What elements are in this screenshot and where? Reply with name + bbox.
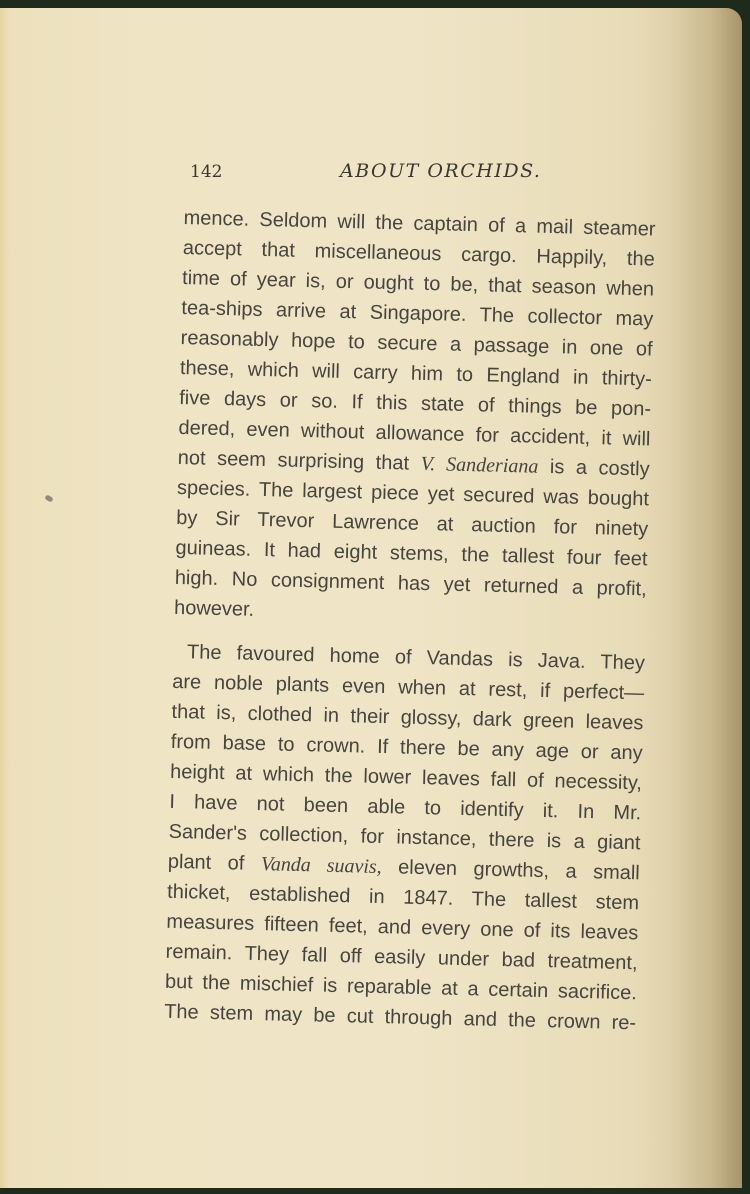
text-line: from base to crown. If there be any age or any (170, 730, 643, 765)
text-line: these, which will carry him to England in thirty- (179, 356, 653, 391)
page-number: 142 (190, 162, 223, 182)
paper-speck (44, 494, 53, 502)
text-line: reasonably hope to secure a passage in one of (180, 326, 653, 361)
text-line: thicket, established in 1847. The tallest stem (166, 880, 640, 915)
text-line: The stem may be cut through and the crown re- (163, 1000, 637, 1035)
italic-species-name: Vanda suavis, (260, 853, 382, 879)
page-gutter (0, 8, 10, 1188)
page-header (190, 158, 660, 188)
text-line: are noble plants even when at rest, if perfect— (172, 670, 645, 705)
text-line: remain. They fall off easily under bad treatment, (165, 940, 638, 975)
text-line: however. (173, 596, 255, 621)
text-line: mence. Seldom will the captain of a mail steamer (183, 206, 656, 241)
line-text: not seem surprising that (177, 446, 421, 475)
text-line: that is, clothed in their glossy, dark green leaves (171, 700, 644, 735)
line-text: eleven growths, a small (381, 856, 641, 885)
text-line: by Sir Trevor Lawrence at auction for ninety (176, 506, 649, 541)
book-page (0, 8, 742, 1188)
text-line: The favoured home of Vandas is Java. They (186, 641, 646, 675)
text-line: tea-ships arrive at Singapore. The collector may (181, 296, 654, 331)
text-line: height at which the lower leaves fall of necessity, (169, 760, 643, 795)
paragraph (164, 637, 645, 1038)
body-text (164, 203, 656, 1038)
text-line: but the mischief is reparable at a certain sacrifice. (164, 970, 638, 1005)
text-line: accept that miscellaneous cargo. Happily, the (182, 236, 656, 271)
text-line: time of year is, or ought to be, that season when (181, 266, 655, 301)
line-text: is a costly (538, 455, 650, 481)
running-head: ABOUT ORCHIDS. (340, 160, 542, 182)
text-line: dered, even without allowance for accident, it will (178, 416, 651, 451)
text-line: guineas. It had eight stems, the tallest four feet (175, 536, 648, 571)
text-line: species. The largest piece yet secured was bought (176, 476, 650, 511)
line-text: plant of (167, 850, 262, 876)
text-line: five days or so. If this state of things be pon- (178, 386, 652, 421)
text-line: Sander's collection, for instance, there is a giant (168, 820, 641, 855)
text-line: measures fifteen feet, and every one of its leaves (166, 910, 639, 945)
italic-species-name: V. Sanderiana (420, 452, 539, 478)
page-edge-shadow (672, 8, 742, 1188)
text-line: I have not been able to identify it. In Mr. (169, 790, 642, 825)
paragraph (174, 203, 656, 634)
text-line: high. No consignment has yet returned a profit, (174, 566, 647, 601)
